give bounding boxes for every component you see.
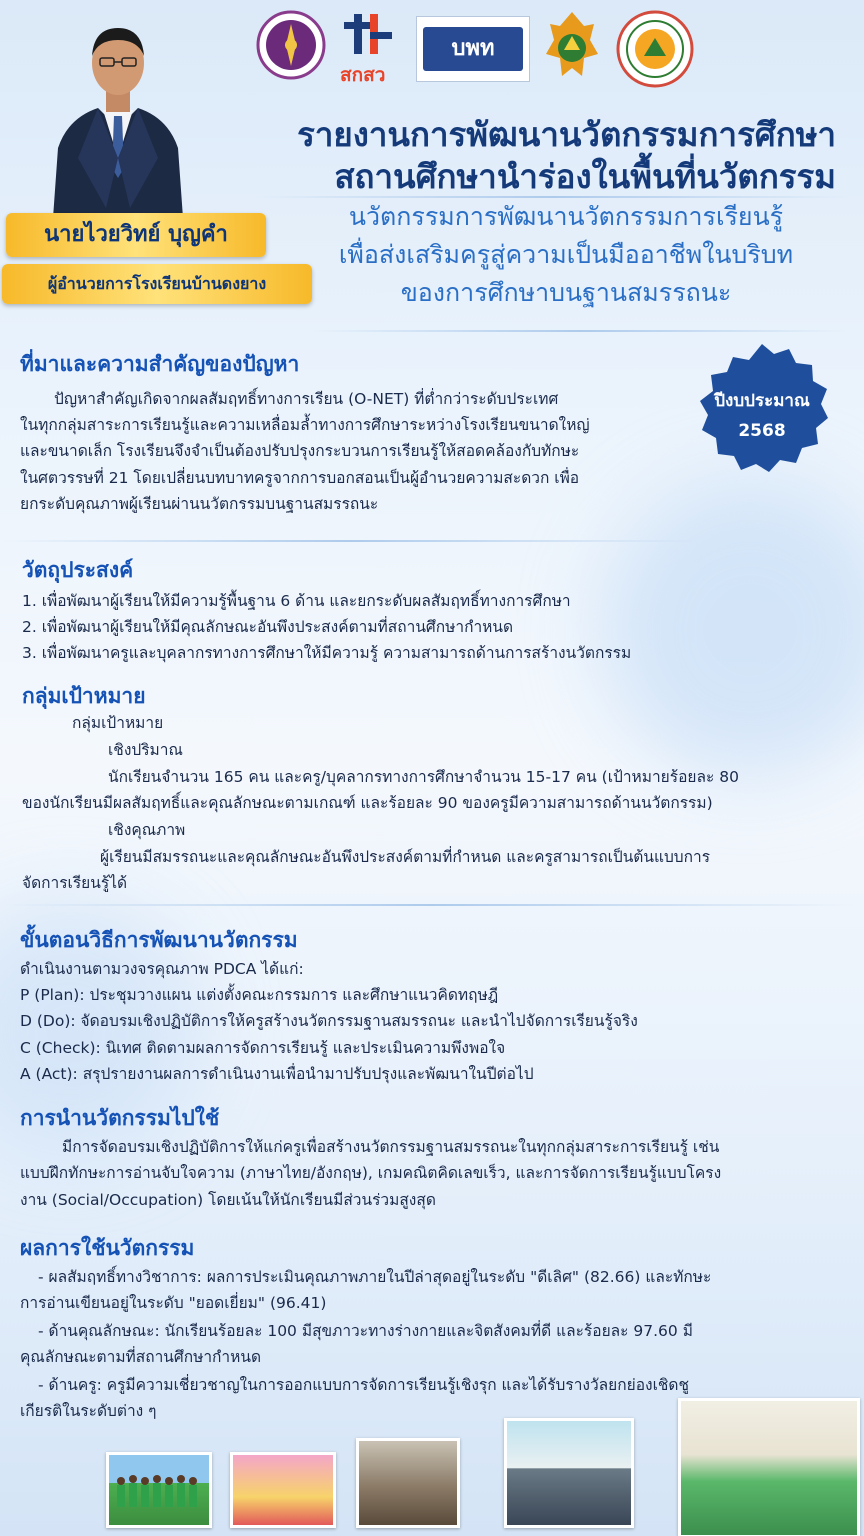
photo-students-classroom <box>678 1398 860 1536</box>
application-line: แบบฝึกทักษะการอ่านจับใจความ (ภาษาไทย/อังกฤษ), เกมคณิตคิดเลขเร็ว, และการจัดการเรียนรู้แบบโครง <box>20 1164 722 1182</box>
result-line: - ด้านครู: ครูมีความเชี่ยวชาญในการออกแบบการจัดการเรียนรู้เชิงรุก และได้รับรางวัลยกย่องเชิดชู <box>38 1376 690 1394</box>
budget-year: 2568 <box>738 421 786 441</box>
process-intro: ดำเนินงานตามวงจรคุณภาพ PDCA ได้แก่: <box>20 960 304 978</box>
sks-logo-text: สกสว <box>340 65 386 86</box>
quantity-line: นักเรียนจำนวน 165 คน และครู/บุคลากรทางการศึกษาจำนวน 15-17 คน (เป้าหมายร้อยละ 80 <box>108 768 739 786</box>
quantity-line: ของนักเรียนมีผลสัมฤทธิ์และคุณลักษณะตามเกณฑ์ และร้อยละ 90 ของครูมีความสามารถด้านนวัตกรรม) <box>22 794 713 812</box>
page-title-line1: รายงานการพัฒนานวัตกรรมการศึกษา <box>297 115 836 154</box>
quality-label: เชิงคุณภาพ <box>108 821 186 839</box>
students-group-icon <box>109 1455 209 1525</box>
innovation-subtitle <box>296 198 836 312</box>
bpp-logo <box>416 16 530 82</box>
background-line: ในศตวรรษที่ 21 โดยเปลี่ยนบทบาทครูจากการบอกสอนเป็นผู้อำนวยความสะดวก เพื่อ <box>20 469 580 487</box>
divider <box>0 540 700 542</box>
school-seal-icon <box>616 10 694 88</box>
results-heading: ผลการใช้นวัตกรรม <box>20 1236 195 1260</box>
budget-label: ปีงบประมาณ <box>714 391 810 411</box>
objective-item: 2. เพื่อพัฒนาผู้เรียนให้มีคุณลักษณะอันพึงประสงค์ตามที่สถานศึกษากำหนด <box>22 618 514 636</box>
background-heading: ที่มาและความสำคัญของปัญหา <box>20 352 300 376</box>
application-line: งาน (Social/Occupation) โดยเน้นให้นักเรียนมีส่วนร่วมสูงสุด <box>20 1191 436 1209</box>
targets-label: กลุ่มเป้าหมาย <box>72 714 164 732</box>
objective-item: 1. เพื่อพัฒนาผู้เรียนให้มีความรู้พื้นฐาน 6 ด้าน และยกระดับผลสัมฤทธิ์ทางการศึกษา <box>22 592 571 610</box>
photo-classroom-event <box>230 1452 336 1528</box>
pdca-item: A (Act): สรุปรายงานผลการดำเนินงานเพื่อนำมาปรับปรุงและพัฒนาในปีต่อไป <box>20 1065 534 1083</box>
result-line: - ผลสัมฤทธิ์ทางวิชาการ: ผลการประเมินคุณภาพภายในปีล่าสุดอยู่ในระดับ "ดีเลิศ" (82.66) และทักษะ <box>38 1268 712 1286</box>
application-line: มีการจัดอบรมเชิงปฏิบัติการให้แก่ครูเพื่อสร้างนวัตกรรมฐานสมรรถนะในทุกกลุ่มสาระการเรียนรู้ เช่น <box>62 1138 720 1156</box>
director-portrait <box>48 8 188 218</box>
person-name: นายไวยวิทย์ บุญคำ <box>6 213 266 257</box>
activity-photos <box>0 1428 864 1536</box>
application-heading: การนำนวัตกรรมไปใช้ <box>20 1106 220 1130</box>
objectives-heading: วัตถุประสงค์ <box>22 558 134 582</box>
pdca-item: P (Plan): ประชุมวางแผน แต่งตั้งคณะกรรมการ และศึกษาแนวคิดทฤษฎี <box>20 986 499 1004</box>
background-line: ปัญหาสำคัญเกิดจากผลสัมฤทธิ์ทางการเรียน (O-NET) ที่ต่ำกว่าระดับประเทศ <box>54 390 559 408</box>
result-line: - ด้านคุณลักษณะ: นักเรียนร้อยละ 100 มีสุขภาวะทางร่างกายและจิตสังคมที่ดี และร้อยละ 97.60 มี <box>38 1322 693 1340</box>
page-title-line2: สถานศึกษานำร่องในพื้นที่นวัตกรรม <box>334 157 836 196</box>
quantity-label: เชิงปริมาณ <box>108 741 183 759</box>
ministry-seal-icon <box>256 10 326 80</box>
obec-emblem-icon <box>544 10 600 86</box>
photo-students-field <box>106 1452 212 1528</box>
subtitle-line: ของการศึกษาบนฐานสมรรถนะ <box>400 278 732 307</box>
photo-teacher-training <box>356 1438 460 1528</box>
targets-heading: กลุ่มเป้าหมาย <box>22 684 146 708</box>
background-glow <box>600 480 864 780</box>
subtitle-line: นวัตกรรมการพัฒนานวัตกรรมการเรียนรู้ <box>348 202 784 231</box>
pdca-item: D (Do): จัดอบรมเชิงปฏิบัติการให้ครูสร้างนวัตกรรมฐานสมรรถนะ และนำไปจัดการเรียนรู้จริง <box>20 1012 638 1030</box>
result-line: คุณลักษณะตามที่สถานศึกษากำหนด <box>20 1348 262 1366</box>
bpp-logo-text: บพท <box>451 36 495 61</box>
photo-staff-group <box>504 1418 634 1528</box>
background-line: ในทุกกลุ่มสาระการเรียนรู้และความเหลื่อมล้ำทางการศึกษาระหว่างโรงเรียนขนาดใหญ่ <box>20 416 590 434</box>
sks-mark-icon <box>340 10 400 60</box>
divider <box>0 904 860 906</box>
sks-logo <box>340 10 400 90</box>
person-position: ผู้อำนวยการโรงเรียนบ้านดงยาง <box>2 264 312 304</box>
budget-badge <box>694 386 830 446</box>
background-line: ยกระดับคุณภาพผู้เรียนผ่านนวัตกรรมบนฐานสมรรถนะ <box>20 495 379 513</box>
objective-item: 3. เพื่อพัฒนาครูและบุคลากรทางการศึกษาให้มีความรู้ ความสามารถด้านการสร้างนวัตกรรม <box>22 644 632 662</box>
process-heading: ขั้นตอนวิธีการพัฒนานวัตกรรม <box>20 928 298 952</box>
quality-line: ผู้เรียนมีสมรรถนะและคุณลักษณะอันพึงประสงค์ตามที่กำหนด และครูสามารถเป็นต้นแบบการ <box>100 848 711 866</box>
pdca-item: C (Check): นิเทศ ติดตามผลการจัดการเรียนรู้ และประเมินความพึงพอใจ <box>20 1039 506 1057</box>
background-line: และขนาดเล็ก โรงเรียนจึงจำเป็นต้องปรับปรุงกระบวนการเรียนรู้ให้สอดคล้องกับทักษะ <box>20 442 580 460</box>
result-line: การอ่านเขียนอยู่ในระดับ "ยอดเยี่ยม" (96.41) <box>20 1294 327 1312</box>
divider <box>312 330 848 332</box>
result-line: เกียรติในระดับต่าง ๆ <box>20 1402 157 1420</box>
quality-line: จัดการเรียนรู้ได้ <box>22 874 128 892</box>
subtitle-line: เพื่อส่งเสริมครูสู่ความเป็นมืออาชีพในบริบท <box>338 240 794 269</box>
partner-logos <box>248 10 708 100</box>
